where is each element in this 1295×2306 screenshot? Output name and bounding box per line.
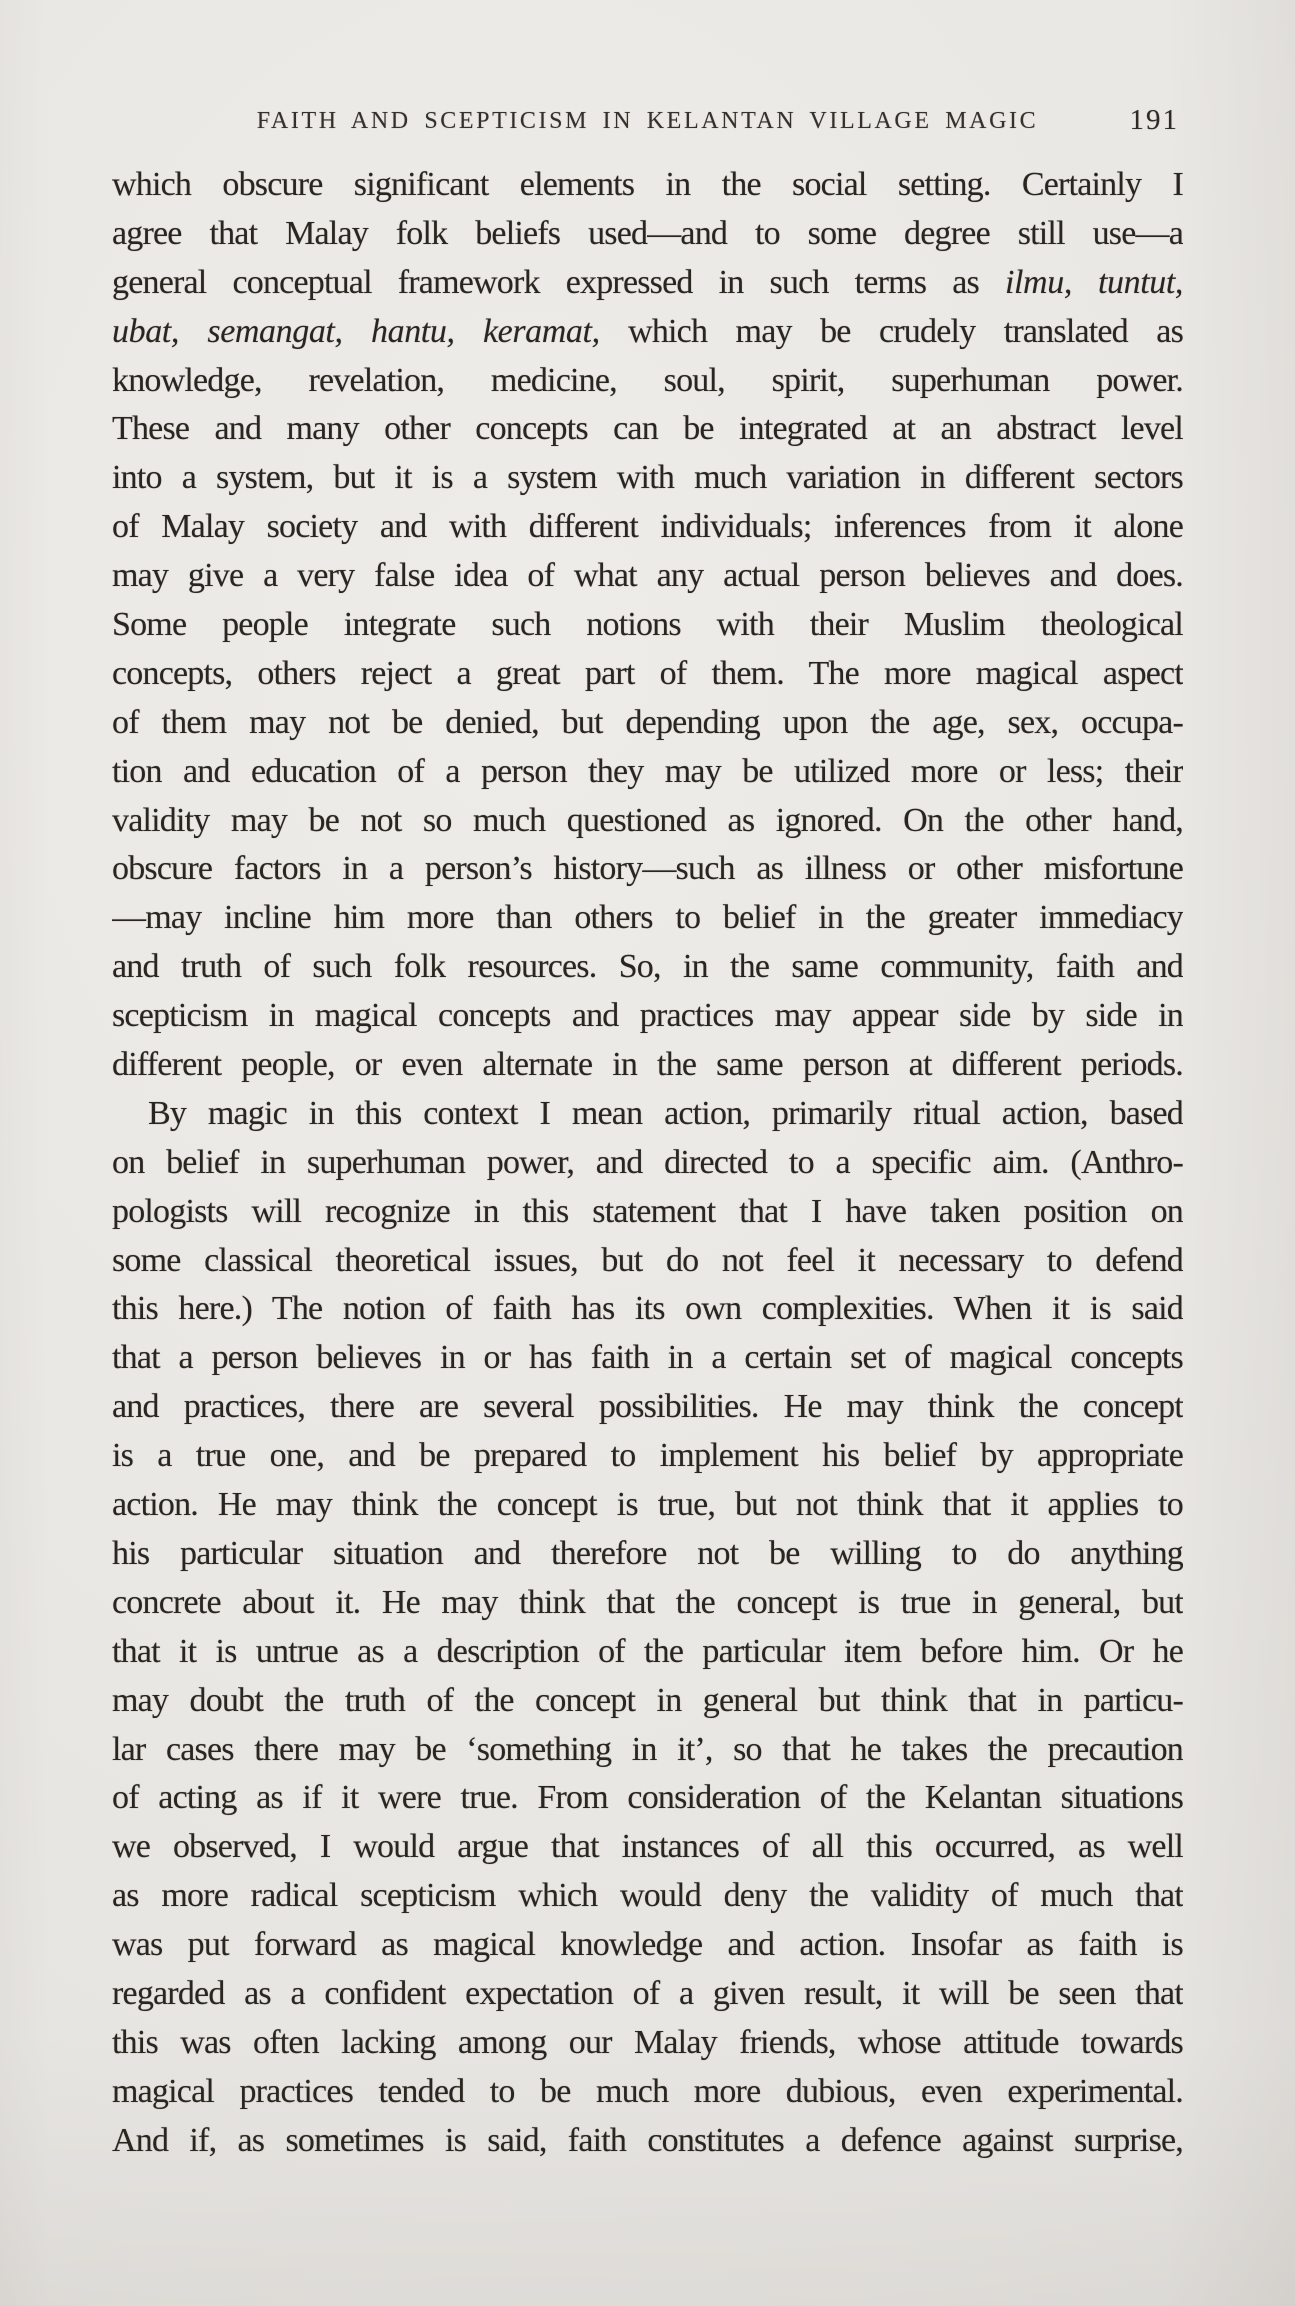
text-line: agree that Malay folk beliefs used—and to some degree still use—a (112, 214, 1183, 252)
page-number: 191 (1129, 104, 1179, 136)
text-line: knowledge, revelation, medicine, soul, spirit, superhuman power. (112, 361, 1183, 399)
text-line: that it is untrue as a description of the particular item before him. Or he (112, 1632, 1183, 1670)
text-line: and practices, there are several possibilities. He may think the concept (112, 1388, 1183, 1426)
text-line: These and many other concepts can be integrated at an abstract level (112, 410, 1183, 448)
text-line: ubat, semangat, hantu, keramat, which may be crudely translated as (112, 312, 1183, 350)
page-header (112, 104, 1183, 150)
text-line: —may incline him more than others to belief in the greater immediacy (112, 899, 1183, 937)
text-line: that a person believes in or has faith in a certain set of magical concepts (112, 1339, 1183, 1377)
text-line: By magic in this context I mean action, primarily ritual action, based (148, 1094, 1183, 1132)
text-line: different people, or even alternate in the same person at different periods. (112, 1046, 1183, 1084)
text-line: pologists will recognize in this statement that I have taken position on (112, 1192, 1183, 1230)
text-line: of Malay society and with different individuals; inferences from it alone (112, 508, 1183, 546)
text-line: And if, as sometimes is said, faith constitutes a defence against surprise, (112, 2121, 1183, 2159)
text-line: scepticism in magical concepts and practices may appear side by side in (112, 997, 1183, 1035)
text-line: as more radical scepticism which would deny the validity of much that (112, 1877, 1183, 1915)
text-line: validity may be not so much questioned as ignored. On the other hand, (112, 801, 1183, 839)
text-line: was put forward as magical knowledge and action. Insofar as faith is (112, 1926, 1183, 1964)
text-line: tion and education of a person they may be utilized more or less; their (112, 752, 1183, 790)
text-line: of acting as if it were true. From consideration of the Kelantan situations (112, 1779, 1183, 1817)
text-line: general conceptual framework expressed in such terms as ilmu, tuntut, (112, 263, 1183, 301)
text-line: and truth of such folk resources. So, in the same community, faith and (112, 948, 1183, 986)
text-line: concrete about it. He may think that the concept is true in general, but (112, 1583, 1183, 1621)
text-line: may doubt the truth of the concept in general but think that in particu- (112, 1681, 1183, 1719)
text-line: obscure factors in a person’s history—such as illness or other misfortune (112, 850, 1183, 888)
text-line: magical practices tended to be much more dubious, even experimental. (112, 2072, 1183, 2110)
text-line: his particular situation and therefore not be willing to do anything (112, 1534, 1183, 1572)
text-line: this was often lacking among our Malay friends, whose attitude towards (112, 2023, 1183, 2061)
text-line: this here.) The notion of faith has its own complexities. When it is said (112, 1290, 1183, 1328)
text-line: regarded as a confident expectation of a given result, it will be seen that (112, 1974, 1183, 2012)
body-text (112, 161, 1183, 2166)
text-line: of them may not be denied, but depending upon the age, sex, occupa- (112, 703, 1183, 741)
text-line: some classical theoretical issues, but do not feel it necessary to defend (112, 1241, 1183, 1279)
text-line: may give a very false idea of what any actual person believes and does. (112, 557, 1183, 595)
text-line: which obscure significant elements in the social setting. Certainly I (112, 166, 1183, 203)
text-line: we observed, I would argue that instances of all this occurred, as well (112, 1828, 1183, 1866)
text-line: is a true one, and be prepared to implement his belief by appropriate (112, 1437, 1183, 1475)
text-line: action. He may think the concept is true, but not think that it applies to (112, 1486, 1183, 1524)
text-line: on belief in superhuman power, and directed to a specific aim. (Anthro- (112, 1143, 1183, 1181)
text-line: lar cases there may be ‘something in it’, so that he takes the precaution (112, 1730, 1183, 1768)
text-line: into a system, but it is a system with much variation in different sectors (112, 459, 1183, 497)
text-line: concepts, others reject a great part of them. The more magical aspect (112, 654, 1183, 692)
running-title: FAITH AND SCEPTICISM IN KELANTAN VILLAGE MAGIC (256, 108, 1039, 134)
text-line: Some people integrate such notions with their Muslim theological (112, 606, 1183, 644)
